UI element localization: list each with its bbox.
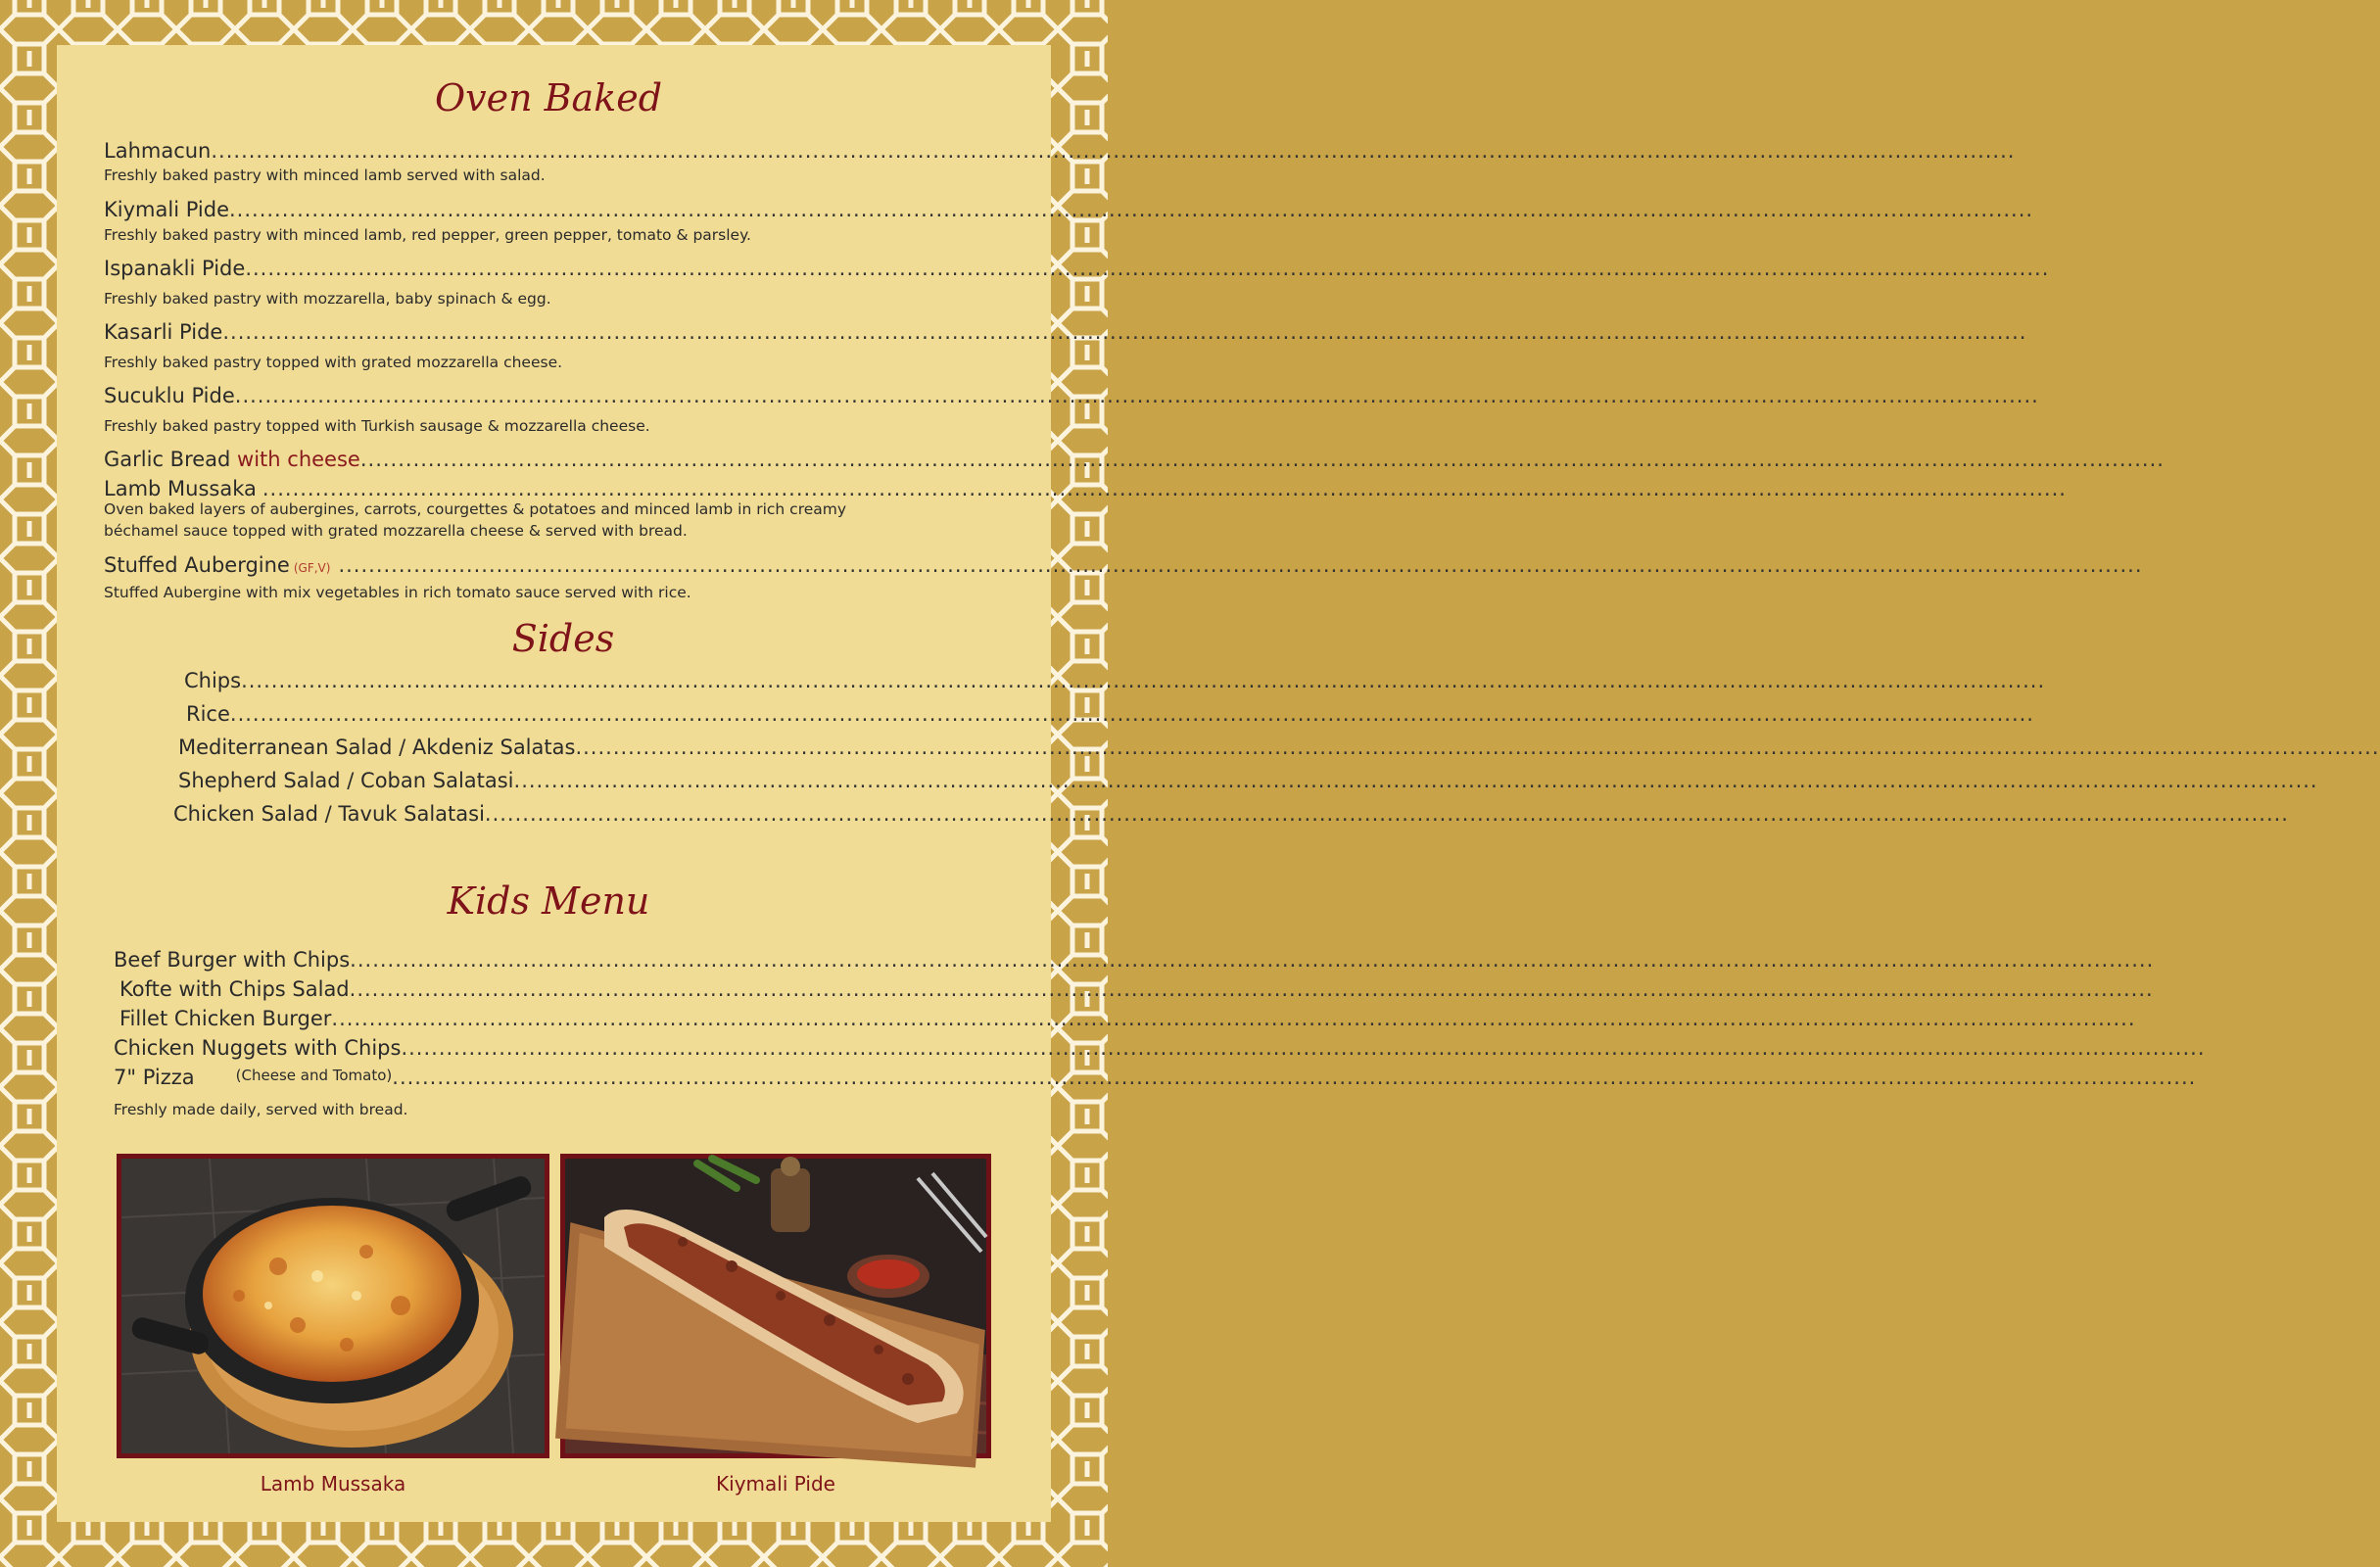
kids-item-beef-burger [114,948,2155,972]
dietary-tag: (GF,V) [293,561,331,575]
item-description: Oven baked layers of aubergines, carrots, courgettes & potatoes and minced lamb in rich creamy [104,500,847,518]
kids-item-chicken-nuggets [114,1036,2206,1060]
item-name: Chicken Salad / Tavuk Salatasi [173,802,485,826]
kiymali-pide-image [565,1159,986,1453]
item-description-line-2: béchamel sauce topped with grated mozzarella cheese & served with bread. [104,522,688,540]
photo-caption: Lamb Mussaka [260,1472,406,1496]
menu-item-kiymali-pide [104,198,2034,221]
dot-leader: ................................................................................................................................................................................................................................................ [229,702,2034,726]
menu-item-sucuklu-pide [104,384,2039,407]
dot-leader: ................................................................................................................................................................................................................................................ [338,553,2143,577]
menu-item-lahmacun [104,139,2016,163]
dot-leader: ................................................................................................................................................................................................................................................ [245,257,2050,280]
item-name: Beef Burger with Chips [114,948,351,972]
side-item-chips [184,669,2046,692]
lamb-mussaka-image [121,1159,545,1453]
dot-leader: ................................................................................................................................................................................................................................................ [241,669,2046,692]
menu-item-stuffed-aubergine [104,553,2143,577]
item-name: Kasarli Pide [104,320,223,344]
item-name: Sucuklu Pide [104,384,235,407]
item-name: Mediterranean Salad / Akdeniz Salatas [178,736,576,759]
item-option: with cheese [237,448,360,471]
menu-item-ispanakli-pide [104,257,2050,280]
item-name: Chips [184,669,242,692]
photo-kiymali-pide [560,1154,991,1458]
item-name: Lahmacun [104,139,212,163]
item-name: Lamb Mussaka [104,477,257,500]
side-item-rice [186,702,2034,726]
kids-item-kofte [119,977,2154,1001]
item-name: Shepherd Salad / Coban Salatasi [178,769,514,792]
item-description: Freshly baked pastry topped with Turkish sausage & mozzarella cheese. [104,417,650,435]
item-description: Freshly baked pastry with minced lamb served with salad. [104,166,546,184]
menu-item-kasarli-pide [104,320,2027,344]
item-name: Rice [186,702,230,726]
item-description: Freshly baked pastry with minced lamb, red pepper, green pepper, tomato & parsley. [104,226,751,244]
dot-leader: ................................................................................................................................................................................................................................................ [401,1036,2206,1060]
item-note: (Cheese and Tomato) [235,1067,393,1084]
kids-item-fillet-chicken-burger [119,1007,2136,1030]
item-name: Fillet Chicken Burger [119,1007,332,1030]
item-name: Garlic Bread [104,448,238,471]
item-description: Freshly baked pastry topped with grated mozzarella cheese. [104,354,563,371]
item-name: 7" Pizza [114,1066,195,1089]
item-name: Kofte with Chips Salad [119,977,350,1001]
photo-caption: Kiymali Pide [716,1472,835,1496]
item-description: Freshly baked pastry with mozzarella, baby spinach & egg. [104,290,551,308]
dot-leader: ................................................................................................................................................................................................................................................ [262,477,2067,500]
dot-leader: ................................................................................................................................................................................................................................................ [513,769,2318,792]
dot-leader: ................................................................................................................................................................................................................................................ [484,802,2289,826]
item-name: Ispanakli Pide [104,257,246,280]
item-name: Kiymali Pide [104,198,229,221]
menu-item-lamb-mussaka [104,477,2067,500]
kids-menu-footnote: Freshly made daily, served with bread. [114,1101,408,1118]
side-item-shepherd-salad [178,769,2318,792]
dot-leader: ................................................................................................................................................................................................................................................ [392,1066,2197,1089]
dot-leader: ................................................................................................................................................................................................................................................ [575,736,2380,759]
photo-lamb-mussaka [117,1154,549,1458]
dot-leader: ................................................................................................................................................................................................................................................ [350,948,2155,972]
dot-leader: ................................................................................................................................................................................................................................................ [331,1007,2136,1030]
dot-leader: ................................................................................................................................................................................................................................................ [234,384,2039,407]
dot-leader: ................................................................................................................................................................................................................................................ [349,977,2154,1001]
item-name: Chicken Nuggets with Chips [114,1036,402,1060]
section-title-oven-baked: Oven Baked [434,76,663,119]
item-name: Stuffed Aubergine [104,553,290,577]
menu-item-garlic-bread [104,448,2165,471]
dot-leader: ................................................................................................................................................................................................................................................ [359,448,2165,471]
dot-leader: ................................................................................................................................................................................................................................................ [229,198,2034,221]
side-item-chicken-salad [173,802,2289,826]
section-title-sides: Sides [511,617,615,660]
kids-item-pizza [114,1066,2197,1089]
dot-leader: ................................................................................................................................................................................................................................................ [211,139,2016,163]
side-item-mediterranean-salad [178,736,2380,759]
dot-leader: ................................................................................................................................................................................................................................................ [222,320,2027,344]
item-description: Stuffed Aubergine with mix vegetables in rich tomato sauce served with rice. [104,584,691,601]
section-title-kids-menu: Kids Menu [447,879,650,923]
